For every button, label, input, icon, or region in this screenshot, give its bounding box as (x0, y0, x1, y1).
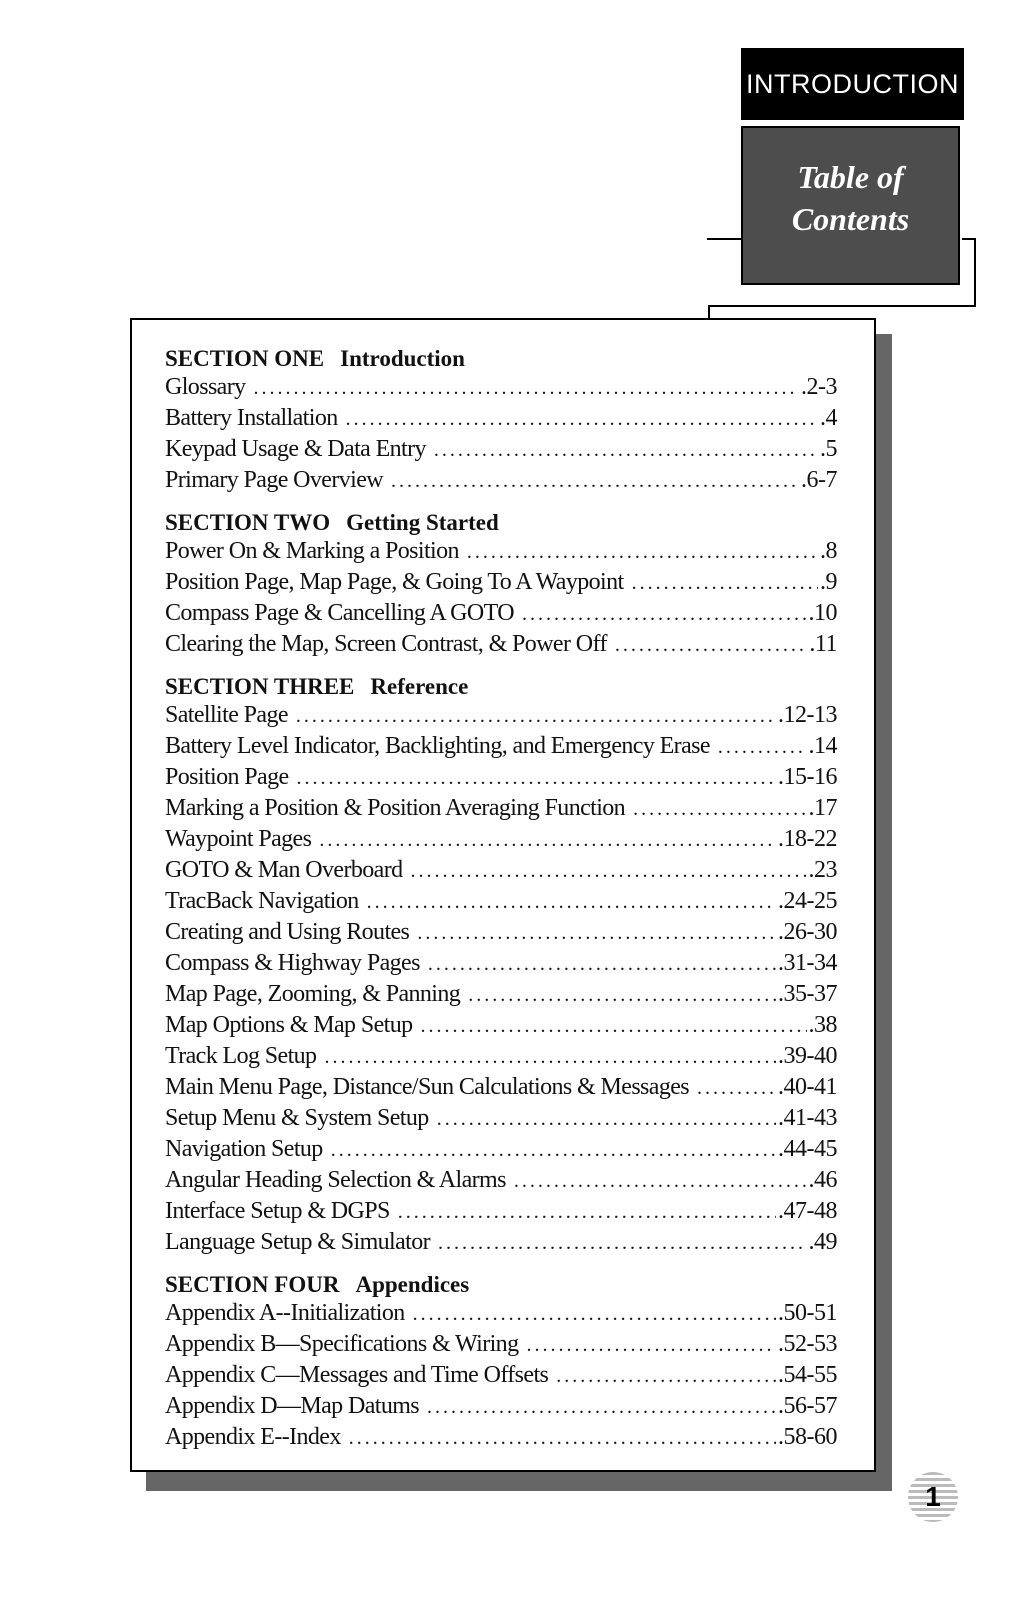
page-number: 1 (925, 1481, 941, 1512)
toc-entry[interactable] (165, 372, 837, 403)
toc-entry-label: Waypoint Pages (165, 826, 312, 852)
chapter-tab (741, 48, 964, 120)
toc-entry-label: Appendix E--Index (165, 1424, 341, 1450)
dot-leader (514, 1166, 807, 1197)
toc-entry-page: .23 (808, 857, 837, 883)
toc-entry[interactable] (165, 886, 837, 917)
toc-entry-label: Compass Page & Cancelling A GOTO (165, 600, 515, 626)
section-heading (165, 1272, 837, 1298)
section-title: Reference (370, 674, 469, 699)
section-heading (165, 674, 837, 700)
toc-entry[interactable] (165, 762, 837, 793)
toc-section (165, 510, 837, 660)
toc-entry-page: .54-55 (778, 1362, 837, 1388)
toc-entry[interactable] (165, 917, 837, 948)
toc-entry-label: TracBack Navigation (165, 888, 359, 914)
toc-entry-label: Map Options & Map Setup (165, 1012, 413, 1038)
toc-entry[interactable] (165, 1134, 837, 1165)
toc-entry[interactable] (165, 1391, 837, 1422)
toc-entry[interactable] (165, 1329, 837, 1360)
toc-entry-page: .9 (820, 569, 837, 595)
toc-entry[interactable] (165, 824, 837, 855)
toc-entry-page: .18-22 (778, 826, 837, 852)
toc-entry[interactable] (165, 629, 837, 660)
dot-leader (428, 949, 776, 980)
section-label: SECTION ONE (165, 346, 325, 371)
toc-entry-label: GOTO & Man Overboard (165, 857, 403, 883)
toc-entry-label: Creating and Using Routes (165, 919, 410, 945)
dot-leader (254, 373, 799, 404)
toc-entry-page: .11 (809, 631, 837, 657)
dot-leader (632, 568, 818, 599)
toc-entry-label: Position Page (165, 764, 289, 790)
toc-entry[interactable] (165, 403, 837, 434)
dot-leader (615, 630, 808, 661)
toc-entry-label: Appendix C—Messages and Time Offsets (165, 1362, 549, 1388)
toc-entry-label: Track Log Setup (165, 1043, 317, 1069)
toc-entry-label: Glossary (165, 374, 246, 400)
dot-leader (633, 794, 806, 825)
dot-leader (411, 856, 807, 887)
toc-entry-label: Power On & Marking a Position (165, 538, 459, 564)
connector-line-down (708, 305, 710, 319)
dot-leader (522, 599, 806, 630)
toc-entry-page: .38 (808, 1012, 837, 1038)
toc-entry[interactable] (165, 567, 837, 598)
toc-entry-page: .50-51 (778, 1300, 837, 1326)
toc-entry[interactable] (165, 1010, 837, 1041)
toc-entry-page: .41-43 (778, 1105, 837, 1131)
toc-entry[interactable] (165, 948, 837, 979)
dot-leader (556, 1361, 776, 1392)
connector-line-left (707, 238, 741, 240)
toc-entry-label: Map Page, Zooming, & Panning (165, 981, 461, 1007)
toc-entry-page: .2-3 (801, 374, 837, 400)
toc-entry-label: Marking a Position & Position Averaging Function (165, 795, 626, 821)
toc-entry[interactable] (165, 598, 837, 629)
dot-leader (468, 980, 776, 1011)
dot-leader (421, 1011, 807, 1042)
chapter-tab-label: INTRODUCTION (746, 68, 959, 99)
toc-entry-label: Battery Level Indicator, Backlighting, and Emergency Erase (165, 733, 710, 759)
toc-entry[interactable] (165, 731, 837, 762)
toc-entry-label: Clearing the Map, Screen Contrast, & Power Off (165, 631, 607, 657)
toc-entry-label: Appendix B—Specifications & Wiring (165, 1331, 519, 1357)
dot-leader (324, 1042, 776, 1073)
toc-entry-page: .58-60 (778, 1424, 837, 1450)
toc-entry-page: .24-25 (778, 888, 837, 914)
toc-entry[interactable] (165, 855, 837, 886)
section-heading (165, 510, 837, 536)
toc-entry-page: .5 (820, 436, 837, 462)
toc-entry[interactable] (165, 434, 837, 465)
dot-leader (434, 435, 818, 466)
toc-entry-page: .56-57 (778, 1393, 837, 1419)
toc-entry-page: .39-40 (778, 1043, 837, 1069)
toc-entry-page: .6-7 (801, 467, 837, 493)
toc-entry-label: Position Page, Map Page, & Going To A Waypoint (165, 569, 624, 595)
toc-section (165, 346, 837, 496)
toc-entry-label: Primary Page Overview (165, 467, 384, 493)
toc-list (165, 346, 837, 1453)
dot-leader (467, 537, 818, 568)
dot-leader (346, 404, 818, 435)
section-title: Appendices (355, 1272, 470, 1297)
toc-entry[interactable] (165, 465, 837, 496)
toc-entry-page: .12-13 (778, 702, 837, 728)
toc-entry-page: .31-34 (778, 950, 837, 976)
toc-entry-label: Battery Installation (165, 405, 338, 431)
dot-leader (391, 466, 799, 497)
toc-entry-page: .17 (808, 795, 837, 821)
toc-section (165, 674, 837, 1258)
toc-entry-page: .26-30 (778, 919, 837, 945)
dot-leader (526, 1330, 776, 1361)
toc-entry[interactable] (165, 1165, 837, 1196)
page-title-line1: Table of (797, 158, 904, 195)
section-label: SECTION TWO (165, 510, 331, 535)
section-title: Getting Started (346, 510, 499, 535)
toc-entry-label: Appendix A--Initialization (165, 1300, 405, 1326)
toc-entry[interactable] (165, 1298, 837, 1329)
toc-entry-label: Setup Menu & System Setup (165, 1105, 429, 1131)
dot-leader (367, 887, 776, 918)
toc-panel (130, 318, 876, 1472)
toc-entry[interactable] (165, 1103, 837, 1134)
toc-entry-page: .15-16 (778, 764, 837, 790)
toc-entry-page: .8 (820, 538, 837, 564)
connector-line-right-down (974, 238, 976, 307)
toc-entry[interactable] (165, 536, 837, 567)
toc-entry-page: .10 (808, 600, 837, 626)
dot-leader (417, 918, 776, 949)
toc-entry[interactable] (165, 1072, 837, 1103)
dot-leader (427, 1392, 776, 1423)
toc-entry-page: .4 (820, 405, 837, 431)
toc-entry[interactable] (165, 793, 837, 824)
dot-leader (296, 701, 776, 732)
toc-entry-label: Appendix D—Map Datums (165, 1393, 420, 1419)
connector-line-bottom (708, 305, 976, 307)
dot-leader (437, 1104, 776, 1135)
toc-section (165, 1272, 837, 1453)
toc-entry-page: .52-53 (778, 1331, 837, 1357)
page-title-line2: Contents (791, 200, 910, 237)
section-label: SECTION THREE (165, 674, 355, 699)
toc-entry-page: .40-41 (778, 1074, 837, 1100)
toc-entry-label: Language Setup & Simulator (165, 1229, 431, 1255)
dot-leader (697, 1073, 776, 1104)
toc-entry[interactable] (165, 1041, 837, 1072)
toc-entry[interactable] (165, 700, 837, 731)
toc-entry-page: .44-45 (778, 1136, 837, 1162)
dot-leader (331, 1135, 776, 1166)
toc-entry-page: .14 (808, 733, 837, 759)
toc-entry-page: .46 (808, 1167, 837, 1193)
toc-entry-label: Compass & Highway Pages (165, 950, 420, 976)
dot-leader (413, 1299, 776, 1330)
striped-globe-icon (908, 1472, 958, 1522)
toc-entry[interactable] (165, 1360, 837, 1391)
toc-entry[interactable] (165, 1196, 837, 1227)
toc-entry[interactable] (165, 979, 837, 1010)
dot-leader (438, 1228, 806, 1259)
dot-leader (349, 1423, 776, 1454)
section-label: SECTION FOUR (165, 1272, 340, 1297)
toc-entry-label: Angular Heading Selection & Alarms (165, 1167, 506, 1193)
toc-entry-label: Interface Setup & DGPS (165, 1198, 390, 1224)
toc-entry[interactable] (165, 1422, 837, 1453)
dot-leader (319, 825, 776, 856)
toc-entry-page: .47-48 (778, 1198, 837, 1224)
dot-leader (718, 732, 807, 763)
toc-entry-label: Keypad Usage & Data Entry (165, 436, 426, 462)
toc-entry[interactable] (165, 1227, 837, 1258)
toc-entry-page: .49 (808, 1229, 837, 1255)
dot-leader (398, 1197, 776, 1228)
section-heading (165, 346, 837, 372)
toc-entry-label: Navigation Setup (165, 1136, 323, 1162)
toc-entry-page: .35-37 (778, 981, 837, 1007)
dot-leader (297, 763, 776, 794)
page-title-box (741, 126, 960, 285)
toc-entry-label: Satellite Page (165, 702, 288, 728)
toc-entry-label: Main Menu Page, Distance/Sun Calculations & Messages (165, 1074, 690, 1100)
section-title: Introduction (340, 346, 465, 371)
